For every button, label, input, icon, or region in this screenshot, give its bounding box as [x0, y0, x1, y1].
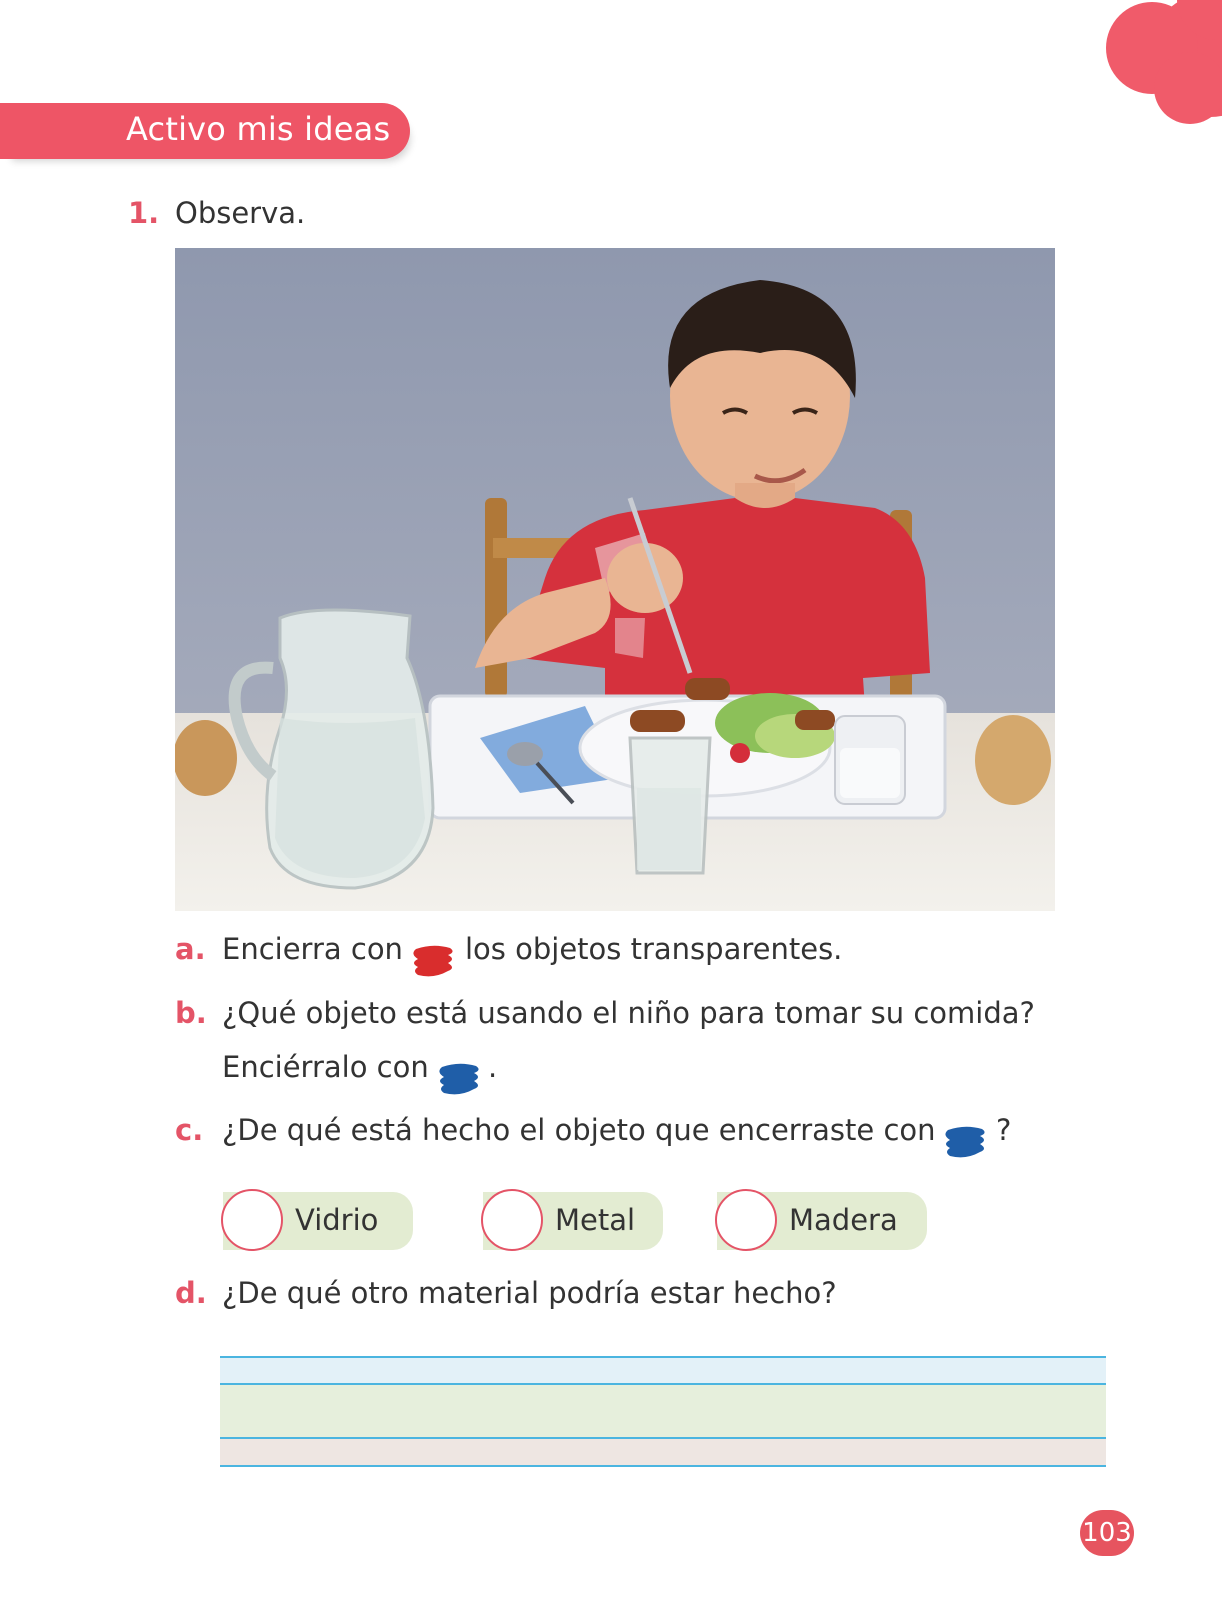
- item-a-text-before: Encierra con: [222, 932, 403, 966]
- option-vidrio-label: Vidrio: [295, 1203, 379, 1237]
- option-metal[interactable]: [483, 1192, 663, 1250]
- section-title: Activo mis ideas: [126, 110, 391, 148]
- option-madera[interactable]: [717, 1192, 927, 1250]
- item-a-text-after: los objetos transparentes.: [465, 932, 843, 966]
- exercise-number: 1.: [128, 196, 160, 230]
- item-b-line2-before: Enciérralo con: [222, 1050, 429, 1084]
- item-c-text-after: ?: [996, 1113, 1012, 1147]
- blue-crayon-swatch-icon: [942, 1124, 988, 1160]
- answer-writing-lines[interactable]: [220, 1356, 1106, 1470]
- corner-decoration: [1082, 0, 1222, 125]
- option-metal-circle[interactable]: [481, 1189, 543, 1251]
- option-metal-label: Metal: [555, 1203, 636, 1237]
- item-d-letter: d.: [175, 1276, 207, 1310]
- exercise-instruction: Observa.: [175, 196, 306, 230]
- item-b-line2-after: .: [488, 1050, 498, 1084]
- option-vidrio-circle[interactable]: [221, 1189, 283, 1251]
- red-crayon-swatch-icon: [410, 943, 456, 979]
- item-c-letter: c.: [175, 1113, 204, 1147]
- item-d-text: ¿De qué otro material podría estar hecho?: [222, 1276, 837, 1310]
- option-vidrio[interactable]: [223, 1192, 413, 1250]
- section-banner: [0, 103, 410, 159]
- blue-crayon-swatch-icon: [436, 1061, 482, 1097]
- photo-boy-eating-at-table: [175, 248, 1055, 911]
- item-b-line1: ¿Qué objeto está usando el niño para tomar su comida?: [222, 996, 1035, 1030]
- page-number: 103: [1080, 1510, 1134, 1556]
- item-b-letter: b.: [175, 996, 207, 1030]
- option-madera-circle[interactable]: [715, 1189, 777, 1251]
- item-a-letter: a.: [175, 932, 206, 966]
- option-madera-label: Madera: [789, 1203, 898, 1237]
- item-c-text-before: ¿De qué está hecho el objeto que encerraste con: [222, 1113, 936, 1147]
